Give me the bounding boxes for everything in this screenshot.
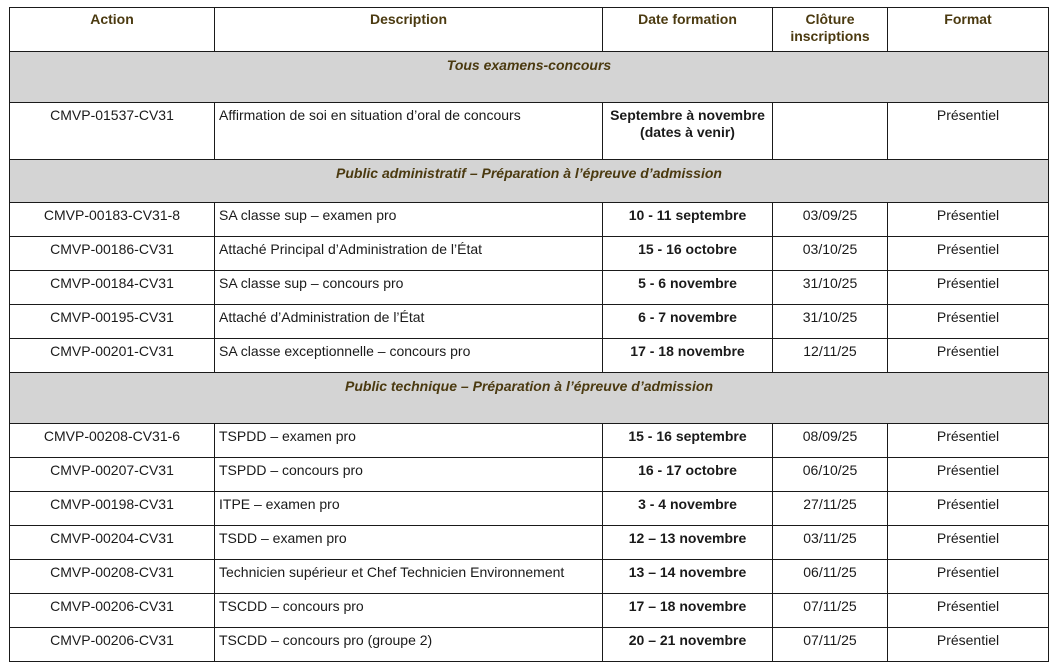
section-header <box>10 52 1049 103</box>
cell-action: CMVP-00198-CV31 <box>10 492 215 526</box>
table-row <box>10 628 1049 662</box>
cell-cloture: 08/09/25 <box>773 424 888 458</box>
cell-action: CMVP-00206-CV31 <box>10 594 215 628</box>
table-row <box>10 339 1049 373</box>
cell-format: Présentiel <box>888 237 1049 271</box>
header-date: Date formation <box>603 8 773 52</box>
table-row <box>10 103 1049 160</box>
cell-description: TSPDD – concours pro <box>215 458 603 492</box>
cell-format: Présentiel <box>888 339 1049 373</box>
cell-format: Présentiel <box>888 458 1049 492</box>
cell-description: TSPDD – examen pro <box>215 424 603 458</box>
cell-cloture: 07/11/25 <box>773 628 888 662</box>
header-cloture-line1: Clôture <box>805 11 855 27</box>
header-cloture <box>773 8 888 52</box>
cell-action: CMVP-00208-CV31 <box>10 560 215 594</box>
cell-cloture: 31/10/25 <box>773 271 888 305</box>
cell-cloture: 03/10/25 <box>773 237 888 271</box>
cell-action: CMVP-00208-CV31-6 <box>10 424 215 458</box>
header-cloture-line2: inscriptions <box>790 28 870 44</box>
cell-description: TSCDD – concours pro <box>215 594 603 628</box>
cell-action: CMVP-00195-CV31 <box>10 305 215 339</box>
section-header <box>10 373 1049 424</box>
table-row <box>10 203 1049 237</box>
cell-format: Présentiel <box>888 424 1049 458</box>
table-row <box>10 271 1049 305</box>
header-format: Format <box>888 8 1049 52</box>
cell-cloture <box>773 103 888 160</box>
cell-date: 15 - 16 septembre <box>603 424 773 458</box>
cell-description: Technicien supérieur et Chef Technicien Environnement <box>215 560 603 594</box>
cell-cloture: 06/10/25 <box>773 458 888 492</box>
cell-description: SA classe sup – examen pro <box>215 203 603 237</box>
cell-description: Affirmation de soi en situation d’oral de concours <box>215 103 603 160</box>
cell-date: 12 – 13 novembre <box>603 526 773 560</box>
header-row <box>10 8 1049 52</box>
cell-cloture: 03/11/25 <box>773 526 888 560</box>
cell-date: 5 - 6 novembre <box>603 271 773 305</box>
header-action: Action <box>10 8 215 52</box>
cell-format: Présentiel <box>888 560 1049 594</box>
table-row <box>10 305 1049 339</box>
training-schedule-table <box>9 7 1049 662</box>
cell-cloture: 12/11/25 <box>773 339 888 373</box>
cell-description: TSDD – examen pro <box>215 526 603 560</box>
cell-date: 13 – 14 novembre <box>603 560 773 594</box>
section-title: Tous examens-concours <box>10 52 1049 103</box>
cell-date: 15 - 16 octobre <box>603 237 773 271</box>
cell-date: 16 - 17 octobre <box>603 458 773 492</box>
cell-description: Attaché Principal d’Administration de l’État <box>215 237 603 271</box>
table-row <box>10 526 1049 560</box>
cell-description: ITPE – examen pro <box>215 492 603 526</box>
cell-date: 17 – 18 novembre <box>603 594 773 628</box>
section-title: Public administratif – Préparation à l’épreuve d’admission <box>10 160 1049 203</box>
table-row <box>10 594 1049 628</box>
cell-action: CMVP-00204-CV31 <box>10 526 215 560</box>
cell-date-line2: (dates à venir) <box>640 124 735 140</box>
cell-description: SA classe exceptionnelle – concours pro <box>215 339 603 373</box>
header-description: Description <box>215 8 603 52</box>
cell-action: CMVP-00206-CV31 <box>10 628 215 662</box>
cell-format: Présentiel <box>888 628 1049 662</box>
cell-date-line1: Septembre à novembre <box>610 107 765 123</box>
cell-action: CMVP-01537-CV31 <box>10 103 215 160</box>
cell-cloture: 31/10/25 <box>773 305 888 339</box>
cell-action: CMVP-00186-CV31 <box>10 237 215 271</box>
cell-date: 20 – 21 novembre <box>603 628 773 662</box>
cell-action: CMVP-00201-CV31 <box>10 339 215 373</box>
cell-format: Présentiel <box>888 203 1049 237</box>
cell-cloture: 07/11/25 <box>773 594 888 628</box>
cell-action: CMVP-00183-CV31-8 <box>10 203 215 237</box>
table-row <box>10 237 1049 271</box>
cell-date: 17 - 18 novembre <box>603 339 773 373</box>
cell-action: CMVP-00207-CV31 <box>10 458 215 492</box>
cell-date <box>603 103 773 160</box>
section-title: Public technique – Préparation à l’épreuve d’admission <box>10 373 1049 424</box>
table-row <box>10 458 1049 492</box>
cell-format: Présentiel <box>888 305 1049 339</box>
table-row <box>10 424 1049 458</box>
cell-description: TSCDD – concours pro (groupe 2) <box>215 628 603 662</box>
cell-cloture: 27/11/25 <box>773 492 888 526</box>
table-row <box>10 560 1049 594</box>
table-row <box>10 492 1049 526</box>
cell-format: Présentiel <box>888 103 1049 160</box>
cell-format: Présentiel <box>888 594 1049 628</box>
cell-format: Présentiel <box>888 526 1049 560</box>
cell-date: 6 - 7 novembre <box>603 305 773 339</box>
cell-cloture: 06/11/25 <box>773 560 888 594</box>
cell-description: SA classe sup – concours pro <box>215 271 603 305</box>
cell-format: Présentiel <box>888 492 1049 526</box>
cell-format: Présentiel <box>888 271 1049 305</box>
cell-cloture: 03/09/25 <box>773 203 888 237</box>
section-header <box>10 160 1049 203</box>
cell-date: 3 - 4 novembre <box>603 492 773 526</box>
cell-action: CMVP-00184-CV31 <box>10 271 215 305</box>
cell-description: Attaché d’Administration de l’État <box>215 305 603 339</box>
cell-date: 10 - 11 septembre <box>603 203 773 237</box>
